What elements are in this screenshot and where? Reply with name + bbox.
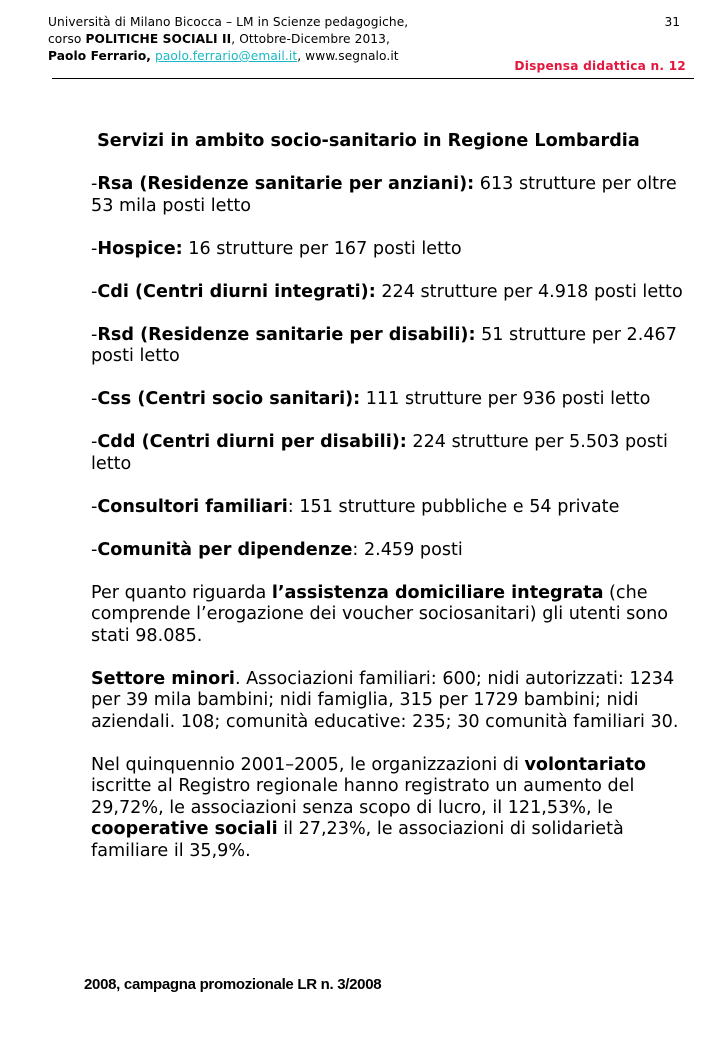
item-text: : 151 strutture pubbliche e 54 private — [287, 496, 620, 517]
volontariato-part1: Nel quinquennio 2001–2005, le organizzazioni di — [91, 754, 525, 775]
item-text: : 2.459 posti — [352, 539, 463, 560]
main-content — [91, 131, 691, 884]
author-email-link[interactable]: paolo.ferrario@email.it — [155, 49, 298, 63]
service-item-comunita — [91, 540, 691, 562]
volontariato-part3: il 27,23%, le associazioni di solidarietà familiare il 35,9%. — [91, 819, 624, 861]
item-label: Cdd (Centri diurni per disabili): — [97, 432, 407, 452]
volontariato-bold: volontariato — [524, 754, 647, 775]
footer-caption: 2008, campagna promozionale LR n. 3/2008 — [84, 976, 382, 993]
item-dash: - — [91, 281, 98, 302]
service-item-cdd — [91, 432, 691, 475]
item-label: Css (Centri socio sanitari): — [97, 389, 361, 409]
item-dash: - — [91, 389, 98, 409]
item-dash: - — [91, 496, 98, 517]
adi-suffix: (che comprende l’erogazione dei voucher sociosanitari) gli utenti sono stati 98.085. — [91, 582, 669, 646]
service-item-css — [91, 389, 691, 411]
service-item-rsd — [91, 325, 691, 368]
author-website: , www.segnalo.it — [297, 49, 399, 63]
volontariato-paragraph — [91, 755, 691, 863]
item-dash: - — [91, 174, 98, 194]
adi-prefix: Per quanto riguarda — [91, 582, 272, 603]
header-course-line — [48, 31, 408, 48]
item-label: Consultori familiari — [97, 496, 288, 517]
service-item-cdi — [91, 282, 691, 304]
course-name: POLITICHE SOCIALI II — [85, 32, 232, 46]
section-title: Servizi in ambito socio-sanitario in Regione Lombardia — [91, 131, 640, 151]
adi-paragraph — [91, 583, 691, 648]
item-label: Rsa (Residenze sanitarie per anziani): — [97, 174, 475, 194]
volontariato-part2: iscritte al Registro regionale hanno registrato un aumento del 29,72%, le associazioni senza scopo di lucro, il 121,53%, le — [91, 776, 635, 818]
cooperative-bold: cooperative sociali — [91, 819, 278, 839]
course-prefix: corso — [48, 32, 86, 46]
adi-bold: l’assistenza domiciliare integrata — [271, 582, 604, 603]
page-header — [48, 14, 408, 65]
item-label: Comunità per dipendenze — [97, 539, 353, 560]
item-text: 16 strutture per 167 posti letto — [182, 238, 462, 259]
item-text: 224 strutture per 5.503 posti letto — [91, 432, 668, 474]
service-item-consultori — [91, 497, 691, 519]
header-divider — [52, 78, 694, 79]
service-item-rsa — [91, 174, 691, 217]
minori-bold: Settore minori — [91, 668, 235, 689]
item-dash: - — [91, 539, 98, 560]
dispensa-label: Dispensa didattica n. 12 — [514, 59, 686, 73]
item-text: 224 strutture per 4.918 posti letto — [375, 281, 683, 302]
minori-text: . Associazioni familiari: 600; nidi autorizzati: 1234 per 39 mila bambini; nidi famiglia, 315 per 1729 bambini; nidi aziendali. 108; comunità educative: 235; 30 comunità familiari 30. — [91, 668, 679, 732]
item-label: Hospice: — [97, 238, 183, 259]
item-dash: - — [91, 238, 98, 259]
item-label: Cdi (Centri diurni integrati): — [97, 281, 376, 302]
page-number: 31 — [664, 15, 680, 29]
item-text: 51 strutture per 2.467 posti letto — [91, 324, 677, 366]
item-dash: - — [91, 324, 98, 345]
header-university-line: Università di Milano Bicocca – LM in Scienze pedagogiche, — [48, 15, 409, 29]
minori-paragraph — [91, 669, 691, 734]
item-text: 111 strutture per 936 posti letto — [360, 389, 651, 409]
course-period: , Ottobre-Dicembre 2013, — [231, 32, 390, 46]
header-author-line — [48, 48, 408, 65]
item-label: Rsd (Residenze sanitarie per disabili): — [97, 324, 476, 345]
author-name: Paolo Ferrario, — [48, 49, 152, 63]
item-dash: - — [91, 432, 98, 452]
item-text: 613 strutture per oltre 53 mila posti letto — [91, 174, 677, 216]
service-item-hospice — [91, 239, 691, 261]
